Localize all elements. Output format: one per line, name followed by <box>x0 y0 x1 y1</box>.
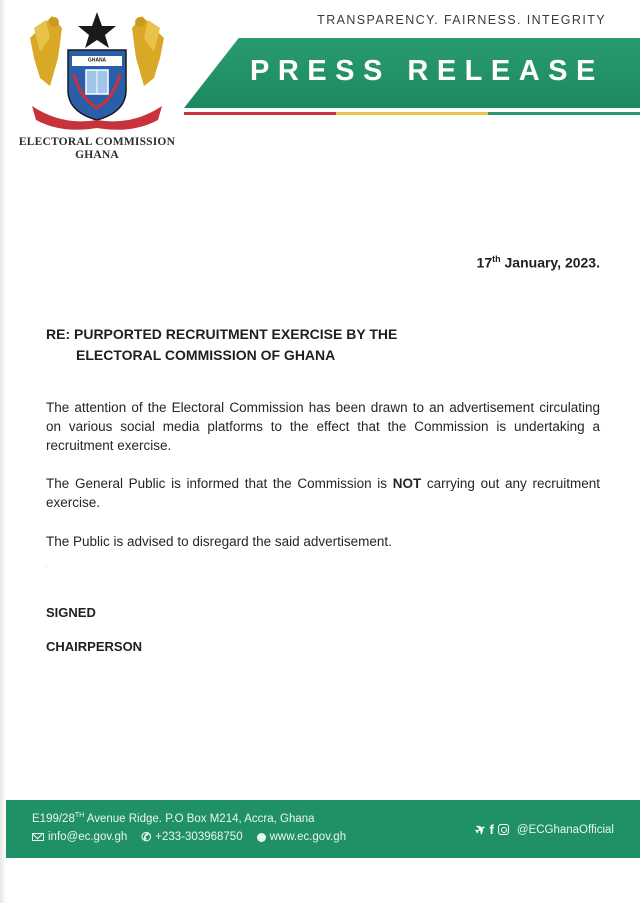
address-prefix: E199/28 <box>32 812 75 825</box>
paragraph-2-end: carrying out any recruitment exercise. <box>46 476 600 510</box>
footer-bar <box>6 800 640 858</box>
phone-text: +233-303968750 <box>155 831 243 843</box>
date-rest: January, 2023. <box>500 254 600 271</box>
org-name-line2: GHANA <box>75 149 119 161</box>
website-text: www.ec.gov.gh <box>269 831 347 843</box>
social-handle: @ECGhanaOfficial <box>516 823 614 836</box>
mail-icon <box>32 833 44 841</box>
paragraph-2-start: The General Public is informed that the Commission is <box>46 476 393 491</box>
footer-contacts <box>32 831 346 843</box>
email-contact[interactable] <box>32 831 127 843</box>
globe-icon <box>257 833 266 842</box>
paragraph-2 <box>46 474 600 512</box>
stripe-red <box>184 112 336 115</box>
org-name-line1: ELECTORAL COMMISSION <box>18 136 176 148</box>
paragraph-2-emphasis: NOT <box>392 476 422 491</box>
color-stripes <box>184 112 640 115</box>
organization-name <box>8 136 186 162</box>
email-text: info@ec.gov.gh <box>48 831 128 843</box>
footer-social[interactable] <box>471 820 614 839</box>
banner-title: PRESS RELEASE <box>250 55 604 87</box>
tagline: TRANSPARENCY. FAIRNESS. INTEGRITY <box>317 13 606 27</box>
address-rest: Avenue Ridge. P.O Box M214, Accra, Ghana <box>84 812 315 825</box>
footer-address <box>32 812 315 825</box>
phone-icon: ✆ <box>141 830 152 844</box>
phone-contact[interactable] <box>141 831 242 843</box>
website-contact[interactable] <box>257 831 347 843</box>
date-day: 17 <box>476 254 493 271</box>
instagram-icon[interactable] <box>498 824 509 835</box>
subject-line1: RE: PURPORTED RECRUITMENT EXERCISE BY THE <box>46 326 398 342</box>
paragraph-1: The attention of the Electoral Commission has been drawn to an advertisement circulating on various social media platforms to the effect that the Commission is undertaking a recruitment exercise. <box>46 400 600 453</box>
stray-mark <box>46 566 47 567</box>
paragraph-3: The Public is advised to disregard the said advertisement. <box>46 534 392 549</box>
facebook-icon[interactable]: f <box>489 822 494 837</box>
twitter-icon[interactable]: ✈ <box>471 820 489 839</box>
page-edge <box>0 0 6 903</box>
stripe-green <box>488 112 640 115</box>
subject-heading <box>46 324 606 366</box>
signed-label: SIGNED <box>46 605 96 620</box>
signatory-title: CHAIRPERSON <box>46 639 143 654</box>
release-date <box>477 254 600 271</box>
subject-line2: ELECTORAL COMMISSION OF GHANA <box>76 347 336 363</box>
stripe-gold <box>336 112 488 115</box>
date-suffix: th <box>492 254 501 264</box>
crest-text: GHANA <box>87 57 107 64</box>
coat-of-arms-logo <box>22 8 172 136</box>
address-sup: TH <box>74 812 85 819</box>
